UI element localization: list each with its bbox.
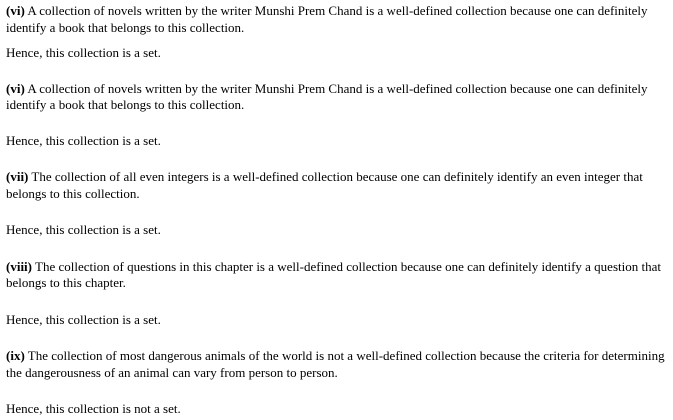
statement-paragraph xyxy=(6,259,667,292)
statement-text: A collection of novels written by the writer Munshi Prem Chand is a well-defined collection because one can definitely identify a book that belongs to this collection. xyxy=(6,80,648,112)
item-label: (vi) xyxy=(6,3,25,18)
item-label: (viii) xyxy=(6,258,32,274)
conclusion-text: Hence, this collection is a set. xyxy=(6,222,161,237)
conclusion-text: Hence, this collection is a set. xyxy=(6,311,161,327)
statement-text: The collection of most dangerous animals of the world is not a well-defined collection because the criteria for determining the dangerousness of an animal can vary from person to person. xyxy=(6,348,665,380)
statement-paragraph xyxy=(6,81,667,114)
statement-text: The collection of questions in this chapter is a well-defined collection because one can definitely identify a question that belongs to this chapter. xyxy=(6,258,661,290)
statement-text: A collection of novels written by the writer Munshi Prem Chand is a well-defined collection because one can definitely identify a book that belongs to this collection. xyxy=(6,3,648,35)
conclusion-text: Hence, this collection is a set. xyxy=(6,132,161,148)
statement-paragraph xyxy=(6,3,667,36)
item-label: (vi) xyxy=(6,80,25,96)
statement-paragraph xyxy=(6,169,667,202)
item-label: (vii) xyxy=(6,169,29,184)
conclusion-text: Hence, this collection is not a set. xyxy=(6,401,181,416)
conclusion-text: Hence, this collection is a set. xyxy=(6,45,161,60)
statement-text: The collection of all even integers is a well-defined collection because one can definitely identify an even integer that belongs to this collection. xyxy=(6,169,643,201)
statement-paragraph xyxy=(6,348,667,381)
item-label: (ix) xyxy=(6,348,25,363)
